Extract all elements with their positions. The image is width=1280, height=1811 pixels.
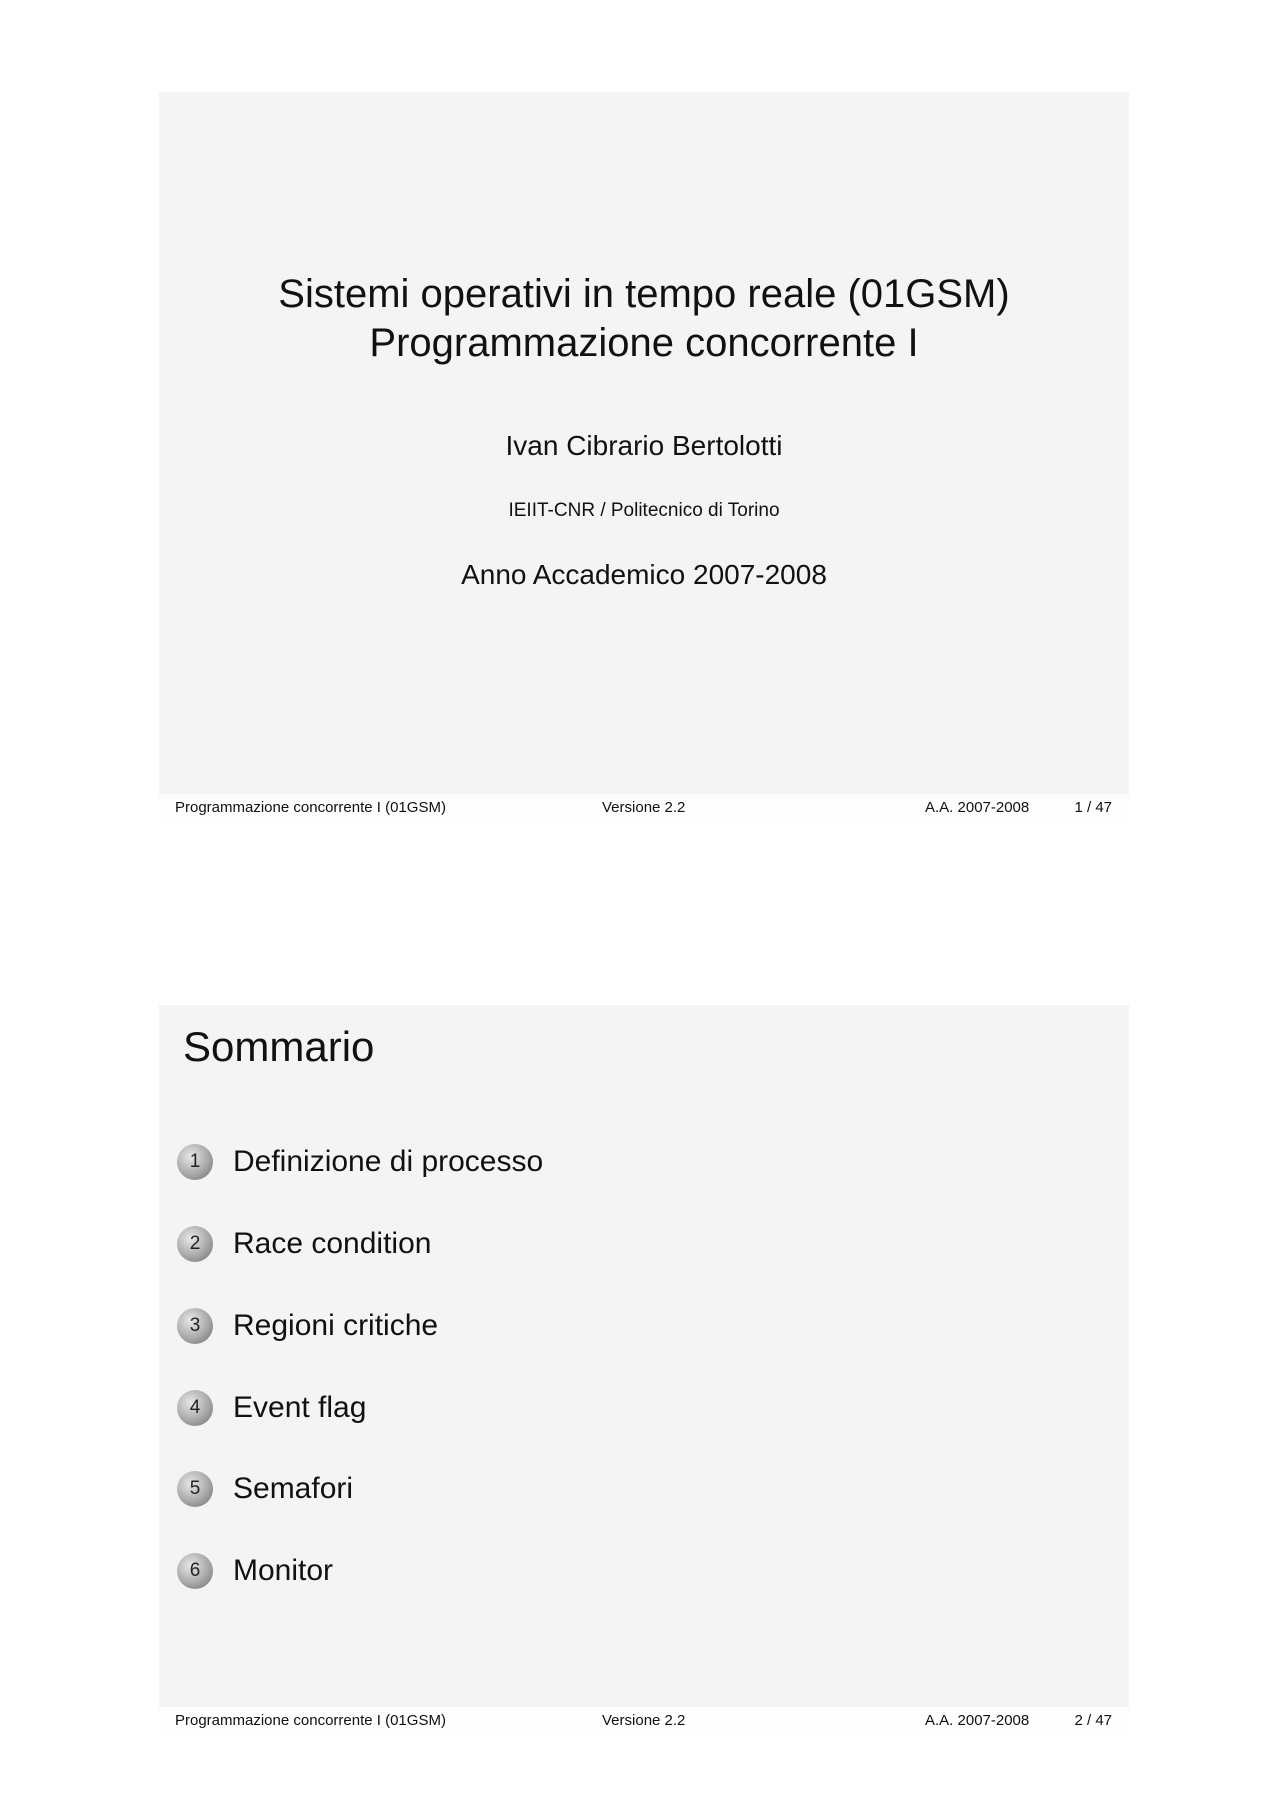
toc-item-label: Monitor (233, 1554, 334, 1587)
footer-version: Versione 2.2 (602, 1712, 686, 1729)
toc-item[interactable] (177, 1551, 333, 1591)
footer-page: 1 / 47 (1074, 799, 1112, 816)
number-bullet-icon: 6 (177, 1553, 213, 1589)
footer-title: Programmazione concorrente I (01GSM) (175, 799, 446, 816)
toc-item[interactable] (177, 1224, 431, 1264)
slide-footer (159, 1707, 1129, 1735)
toc-item[interactable] (177, 1306, 438, 1346)
institute: IEIIT-CNR / Politecnico di Torino (508, 500, 780, 521)
number-bullet-icon: 3 (177, 1308, 213, 1344)
number-bullet-icon: 4 (177, 1390, 213, 1426)
footer-title: Programmazione concorrente I (01GSM) (175, 1712, 446, 1729)
toc-item-label: Definizione di processo (233, 1145, 544, 1178)
slide-title (159, 270, 1129, 368)
footer-version: Versione 2.2 (602, 799, 686, 816)
toc-item-label: Event flag (233, 1391, 367, 1424)
toc-item-label: Race condition (233, 1227, 432, 1260)
author: Ivan Cibrario Bertolotti (505, 430, 783, 461)
slide-1 (159, 92, 1129, 822)
footer-year: A.A. 2007-2008 (925, 799, 1030, 816)
footer-page: 2 / 47 (1074, 1712, 1112, 1729)
slide-heading: Sommario (183, 1023, 375, 1070)
toc-item-label: Regioni critiche (233, 1309, 439, 1342)
slide-2 (159, 1005, 1129, 1735)
number-bullet-icon: 5 (177, 1471, 213, 1507)
toc-item[interactable] (177, 1388, 366, 1428)
toc-item-label: Semafori (233, 1472, 354, 1505)
number-bullet-icon: 1 (177, 1144, 213, 1180)
title-line-1: Sistemi operativi in tempo reale (01GSM) (278, 272, 1010, 316)
toc-item[interactable] (177, 1142, 543, 1182)
title-line-2: Programmazione concorrente I (369, 321, 919, 365)
slide-footer (159, 794, 1129, 822)
toc-item[interactable] (177, 1469, 353, 1509)
footer-year: A.A. 2007-2008 (925, 1712, 1030, 1729)
number-bullet-icon: 2 (177, 1226, 213, 1262)
academic-year: Anno Accademico 2007-2008 (461, 559, 827, 590)
